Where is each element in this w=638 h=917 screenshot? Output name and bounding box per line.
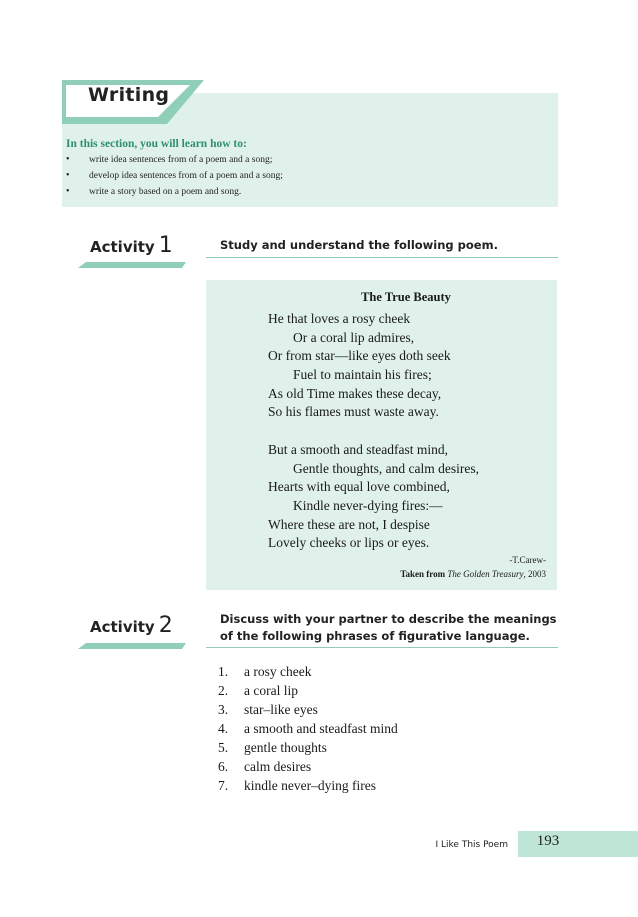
bullet-icon: • [66,154,70,165]
page-number: 193 [536,833,560,849]
source-book: The Golden Treasury [447,569,524,579]
activity1-instruction: Study and understand the following poem. [220,238,498,252]
poem-line: Where these are not, I despise [268,516,430,532]
activity2-label: Activity [90,618,155,636]
objective-item: • write idea sentences from of a poem and a song; [66,152,546,168]
objective-item: • develop idea sentences from of a poem and a song; [66,168,546,184]
writing-intro: In this section, you will learn how to: [66,138,247,150]
poem-body [268,310,479,553]
list-item: 3. star–like eyes [218,702,318,717]
list-item: 6. calm desires [218,759,312,774]
poem-line: Kindle never-dying fires:— [293,497,443,513]
objective-item: • write a story based on a poem and song. [66,184,546,200]
activity2-underline-shape [78,641,186,651]
activity1-number: 1 [158,233,173,258]
poem-line: Or from star—like eyes doth seek [268,348,451,364]
phrase-list [218,662,398,795]
poem-line: He that loves a rosy cheek [268,311,411,326]
activity1-rule [206,257,558,258]
footer-chapter-title: I Like This Poem [435,840,508,850]
poem-line: Lovely cheeks or lips or eyes. [268,535,430,551]
source-label: Taken from [400,569,446,579]
activity1-underline-shape [78,260,186,270]
list-item: 4. a smooth and steadfast mind [218,721,398,736]
activity2-instruction-line1: Discuss with your partner to describe the meanings [220,612,557,626]
poem-line: As old Time makes these decay, [268,385,442,401]
poem-line: So his flames must waste away. [268,404,439,420]
poem-source [400,569,546,579]
poem-line: But a smooth and steadfast mind, [268,441,448,457]
bullet-icon: • [66,170,70,181]
poem-line: Or a coral lip admires, [293,329,415,345]
activity2-rule [206,647,558,648]
poem-line: Hearts with equal love combined, [268,479,450,495]
list-item: 1. a rosy cheek [218,664,312,679]
activity2-instruction [220,611,557,645]
activity2-heading [90,613,173,638]
activity2-instruction-line2: of the following phrases of figurative language. [220,629,530,643]
poem-author: -T.Carew- [509,555,546,565]
bullet-icon: • [66,186,70,197]
activity1-heading [90,233,173,258]
poem-title: The True Beauty [361,290,451,304]
list-item: 5. gentle thoughts [218,740,327,755]
list-item: 2. a coral lip [218,683,298,698]
activity2-number: 2 [158,613,173,638]
poem-line: Gentle thoughts, and calm desires, [293,460,479,476]
activity1-label: Activity [90,238,155,256]
writing-title: Writing [88,84,170,106]
stanza-gap [268,422,479,441]
poem-line: Fuel to maintain his fires; [293,367,432,383]
source-year: , 2003 [523,569,546,579]
list-item: 7. kindle never–dying fires [218,778,376,793]
writing-objectives [66,152,546,200]
